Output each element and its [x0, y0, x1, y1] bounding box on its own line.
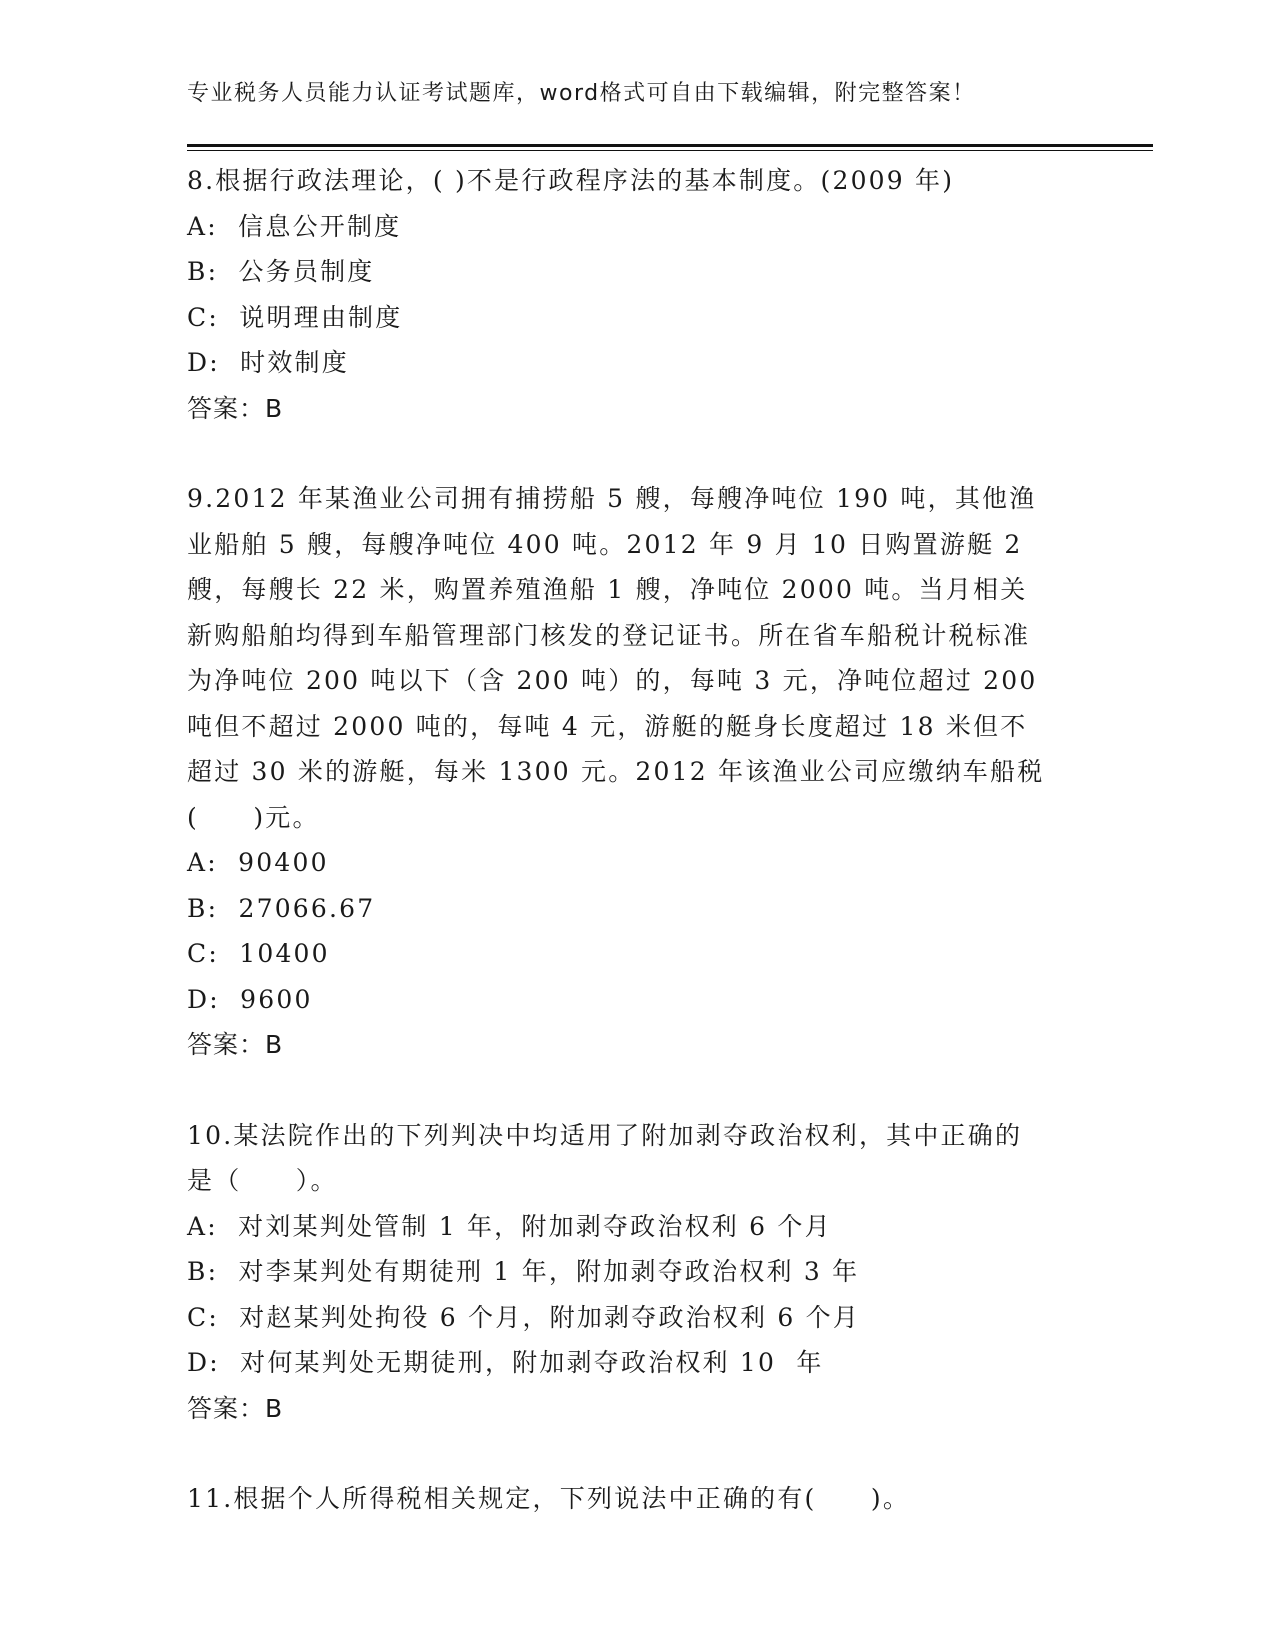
question-stem: 11.根据个人所得税相关规定，下列说法中正确的有( )。	[187, 1484, 911, 1513]
answer-line: 答案：B	[187, 1393, 284, 1423]
option-c: C: 10400	[187, 939, 330, 968]
option-d: D: 9600	[187, 984, 313, 1014]
option-a: A: 信息公开制度	[187, 211, 402, 241]
header-rule-thick	[187, 144, 1153, 147]
option-c: C: 说明理由制度	[187, 302, 403, 332]
spacer	[187, 1431, 1087, 1476]
option-b: B: 公务员制度	[187, 257, 375, 286]
page-header: 专业税务人员能力认证考试题库，word格式可自由下载编辑，附完整答案！	[187, 81, 976, 106]
option-d: D: 时效制度	[187, 348, 349, 377]
question-stem: 8.根据行政法理论，( )不是行政程序法的基本制度。(2009 年)	[187, 166, 955, 195]
question-10	[187, 1113, 1087, 1432]
question-stem: 10.某法院作出的下列判决中均适用了附加剥夺政治权利，其中正确的是（ ）。	[187, 1120, 1023, 1195]
option-c: C: 对赵某判处拘役 6 个月，附加剥夺政治权利 6 个月	[187, 1302, 861, 1332]
question-8	[187, 158, 1087, 431]
question-9	[187, 476, 1087, 1068]
option-d: D: 对何某判处无期徒刑，附加剥夺政治权利 10 年	[187, 1348, 824, 1377]
question-stem: 9.2012 年某渔业公司拥有捕捞船 5 艘，每艘净吨位 190 吨，其他渔业船舶 5 艘，每艘净吨位 400 吨。2012 年 9 月 10 日购置游艇 2 艘，每艘长 22 米，购置养殖渔船 1 艘，净吨位 2000 吨。当月相关新购船舶均得到车船管理部门核发的登记证书。所在省车船税计税标准为净吨位 200 吨以下（含 200 吨）的，每吨 3 元，净吨位超过 200 吨但不超过 2000 吨的，每吨 4 元，游艇的艇身长度超过 18 米但不超过 30 米的游艇，每米 1300 元。2012 年该渔业公司应缴纳车船税( )元。	[187, 484, 1048, 832]
spacer	[187, 431, 1087, 476]
spacer	[187, 1068, 1087, 1113]
option-b: B: 对李某判处有期徒刑 1 年，附加剥夺政治权利 3 年	[187, 1257, 860, 1286]
question-list	[187, 158, 1087, 1522]
option-a: A: 90400	[187, 848, 329, 877]
question-11	[187, 1476, 1087, 1522]
option-b: B: 27066.67	[187, 893, 376, 923]
header-rule-thin	[187, 150, 1153, 151]
answer-line: 答案：B	[187, 393, 284, 423]
option-a: A: 对刘某判处管制 1 年，附加剥夺政治权利 6 个月	[187, 1211, 832, 1241]
answer-line: 答案：B	[187, 1030, 284, 1059]
